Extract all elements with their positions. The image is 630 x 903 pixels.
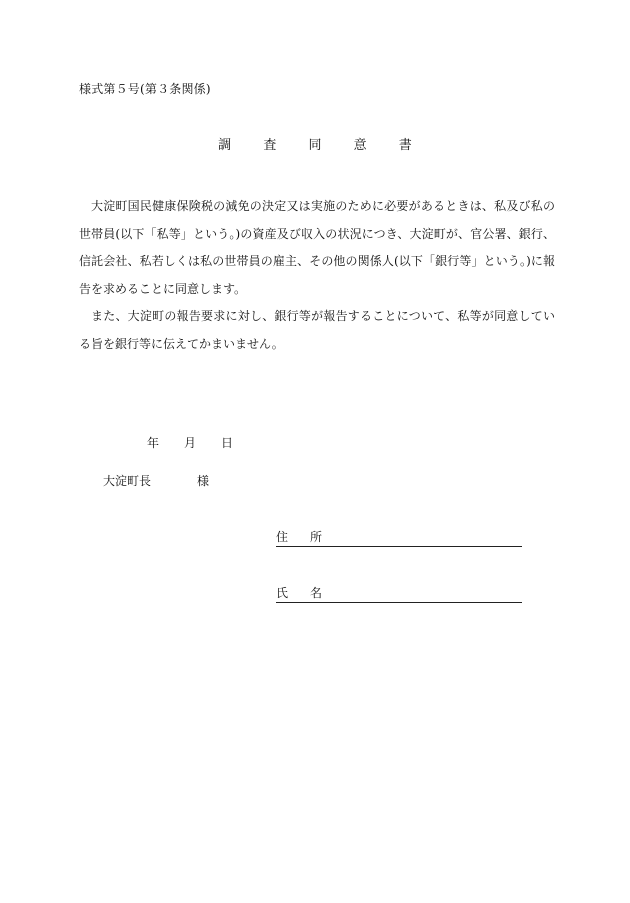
address-field[interactable] [276, 528, 522, 547]
addressee [103, 472, 209, 489]
title-char: 調 [218, 138, 232, 153]
year-label: 年 [147, 436, 160, 450]
date-line [147, 434, 233, 451]
name-label-char: 名 [310, 586, 323, 600]
consent-paragraph-2: また、大淀町の報告要求に対し、銀行等が報告することについて、私等が同意している旨を銀行等に伝えてかまいません。 [79, 309, 555, 351]
title-char: 査 [263, 138, 277, 153]
title-char: 書 [398, 138, 412, 153]
consent-body [79, 193, 555, 358]
address-label-char: 所 [310, 530, 323, 544]
address-label-char: 住 [276, 530, 289, 544]
day-label: 日 [221, 436, 234, 450]
name-label-char: 氏 [276, 586, 289, 600]
form-number: 様式第５号(第３条関係) [79, 82, 211, 96]
document-title [0, 134, 630, 153]
title-char: 意 [353, 138, 367, 153]
consent-paragraph-1: 大淀町国民健康保険税の減免の決定又は実施のために必要があるときは、私及び私の世帯員(以下「私等」という。)の資産及び収入の状況につき、大淀町が、官公署、銀行、信託会社、私若しくは私の世帯員の雇主、その他の関係人(以下「銀行等」という。)に報告を求めることに同意します。 [79, 199, 555, 296]
addressee-honorific: 様 [197, 474, 210, 488]
title-char: 同 [308, 138, 322, 153]
name-field[interactable] [276, 584, 522, 603]
addressee-name: 大淀町長 [103, 474, 152, 488]
month-label: 月 [184, 436, 197, 450]
